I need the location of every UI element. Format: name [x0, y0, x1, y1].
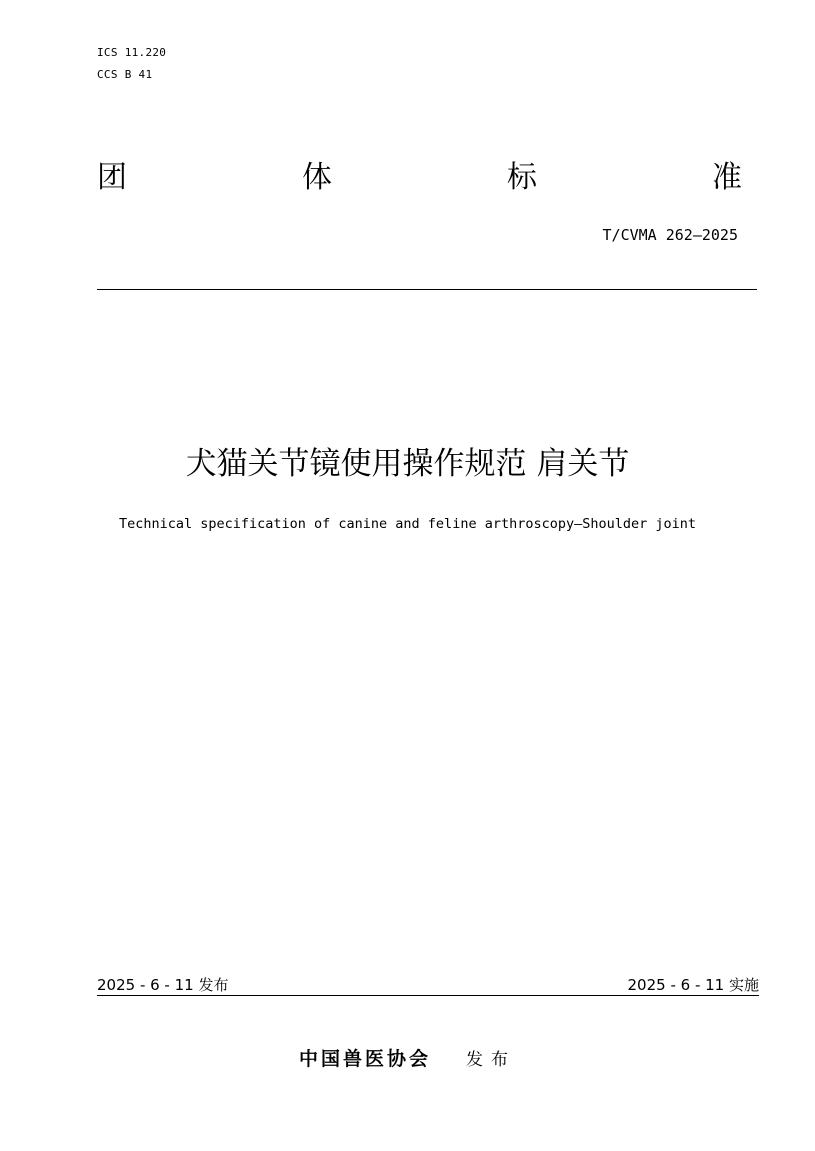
standard-type-char-1: 团	[97, 160, 127, 195]
standard-type-heading	[97, 158, 742, 198]
standard-number: T/CVMA 262—2025	[602, 226, 738, 244]
publisher-action: 发布	[466, 1050, 517, 1070]
bottom-divider	[97, 995, 759, 996]
standard-type-char-3: 标	[507, 160, 537, 195]
publisher-organization: 中国兽医协会	[298, 1048, 431, 1070]
standard-type-char-2: 体	[302, 160, 332, 195]
ccs-code: CCS B 41	[97, 68, 153, 81]
top-divider	[97, 289, 757, 290]
ics-code: ICS 11.220	[97, 46, 167, 59]
classification-codes	[97, 42, 166, 86]
standard-type-char-4: 准	[712, 160, 742, 195]
publisher-line	[0, 1044, 815, 1071]
issue-date: 2025 - 6 - 11 发布	[97, 976, 229, 994]
document-title-chinese: 犬猫关节镜使用操作规范 肩关节	[185, 446, 630, 482]
effective-date: 2025 - 6 - 11 实施	[627, 976, 759, 994]
document-title-english: Technical specification of canine and feline arthroscopy—Shoulder joint	[118, 516, 697, 532]
